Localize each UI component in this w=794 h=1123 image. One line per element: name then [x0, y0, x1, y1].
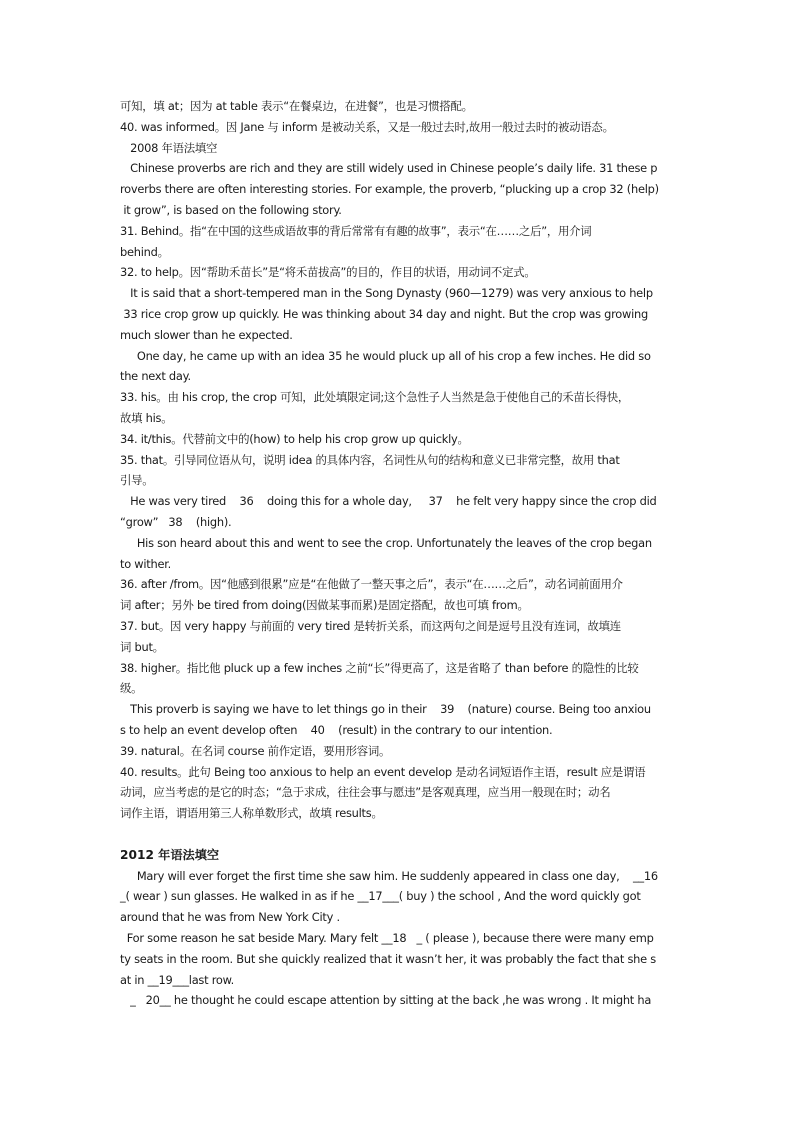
- answer-line: 33. his。由 his crop, the crop 可知，此处填限定词;这个急性子人当然是急于使他自己的禾苗长得快，: [120, 390, 630, 405]
- section-heading: 2012 年语法填空: [120, 847, 220, 862]
- answer-line: 词作主语，谓语用第三人称单数形式，故填 results。: [120, 806, 383, 821]
- answer-line: 39. natural。在名词 course 前作定语，要用形容词。: [120, 743, 391, 758]
- passage-line: Chinese proverbs are rich and they are still widely used in Chinese people’s daily life. 31 these p: [120, 161, 658, 176]
- answer-line: 36. after /from。因“他感到很累”应是“在他做了一整天事之后”，表示“在……之后”，动名词前面用介: [120, 577, 623, 592]
- passage-line: s to help an event develop often 40 (result) in the contrary to our intention.: [120, 722, 553, 737]
- passage-line: He was very tired 36 doing this for a whole day, 37 he felt very happy since the crop did: [120, 494, 657, 509]
- answer-line: 词 after；另外 be tired from doing(因做某事而累)是固定搭配，故也可填 from。: [120, 598, 529, 613]
- answer-line: 级。: [120, 681, 143, 696]
- passage-line: “grow” 38 (high).: [120, 514, 232, 529]
- passage-line: Mary will ever forget the first time she saw him. He suddenly appeared in class one day, __16: [120, 868, 658, 883]
- answer-key-section: [120, 96, 675, 824]
- answer-line: 31. Behind。指“在中国的这些成语故事的背后常常有有趣的故事”，表示“在……之后”，用介词: [120, 223, 592, 238]
- section-label: 2008 年语法填空: [120, 140, 218, 155]
- passage-line: to wither.: [120, 556, 171, 571]
- answer-line: behind。: [120, 244, 169, 259]
- passage-line: One day, he came up with an idea 35 he would pluck up all of his crop a few inches. He did so: [120, 348, 651, 363]
- answer-line: 引导。: [120, 473, 154, 488]
- passage-line: 33 rice crop grow up quickly. He was thinking about 34 day and night. But the crop was growing: [120, 306, 648, 321]
- passage-line: the next day.: [120, 369, 191, 384]
- passage-line: His son heard about this and went to see the crop. Unfortunately the leaves of the crop began: [120, 535, 652, 550]
- answer-line: 32. to help。因“帮助禾苗长”是“将禾苗拔高”的目的，作目的状语，用动词不定式。: [120, 265, 536, 280]
- passage-line: For some reason he sat beside Mary. Mary felt __18 _ ( please ), because there were many emp: [120, 931, 654, 946]
- passage-line: around that he was from New York City .: [120, 910, 340, 925]
- document-body: [120, 96, 675, 1011]
- passage-line: roverbs there are often interesting stories. For example, the proverb, “plucking up a crop 32 (help): [120, 182, 659, 197]
- passage-line: _( wear ) sun glasses. He walked in as if he __17___( buy ) the school , And the word quickly got: [120, 889, 641, 904]
- text-line: 可知，填 at；因为 at table 表示“在餐桌边，在进餐”，也是习惯搭配。: [120, 99, 473, 113]
- paragraph-gap: [120, 824, 675, 845]
- passage-line: at in __19___last row.: [120, 972, 235, 987]
- answer-line: 34. it/this。代替前文中的(how) to help his crop grow up quickly。: [120, 431, 469, 446]
- answer-line: 故填 his。: [120, 410, 173, 425]
- passage-line: much slower than he expected.: [120, 327, 293, 342]
- exercise-passage: [120, 866, 675, 1012]
- answer-line: 35. that。引导同位语从句，说明 idea 的具体内容，名词性从句的结构和意义已非常完整，故用 that: [120, 452, 620, 467]
- passage-line: ty seats in the room. But she quickly realized that it wasn’t her, it was probably the fact that she s: [120, 951, 656, 966]
- passage-line: it grow”, is based on the following story.: [120, 202, 342, 217]
- answer-line: 词 but。: [120, 639, 164, 654]
- answer-line: 38. higher。指比他 pluck up a few inches 之前“长”得更高了，这是省略了 than before 的隐性的比较: [120, 660, 639, 675]
- answer-line: 动词，应当考虑的是它的时态；“急于求成，往往会事与愿违”是客观真理，应当用一般现在时；动名: [120, 785, 611, 800]
- answer-line: 40. results。此句 Being too anxious to help an event develop 是动名词短语作主语，result 应是谓语: [120, 764, 646, 779]
- answer-line: 37. but。因 very happy 与前面的 very tired 是转折关系，而这两句之间是逗号且没有连词，故填连: [120, 618, 621, 633]
- text-line: 40. was informed。因 Jane 与 inform 是被动关系，又是一般过去时,故用一般过去时的被动语态。: [120, 119, 614, 134]
- passage-line: _ 20__ he thought he could escape attention by sitting at the back ,he was wrong . It might ha: [120, 993, 652, 1008]
- passage-line: This proverb is saying we have to let things go in their 39 (nature) course. Being too anxiou: [120, 702, 651, 717]
- passage-line: It is said that a short-tempered man in the Song Dynasty (960—1279) was very anxious to help: [120, 286, 653, 301]
